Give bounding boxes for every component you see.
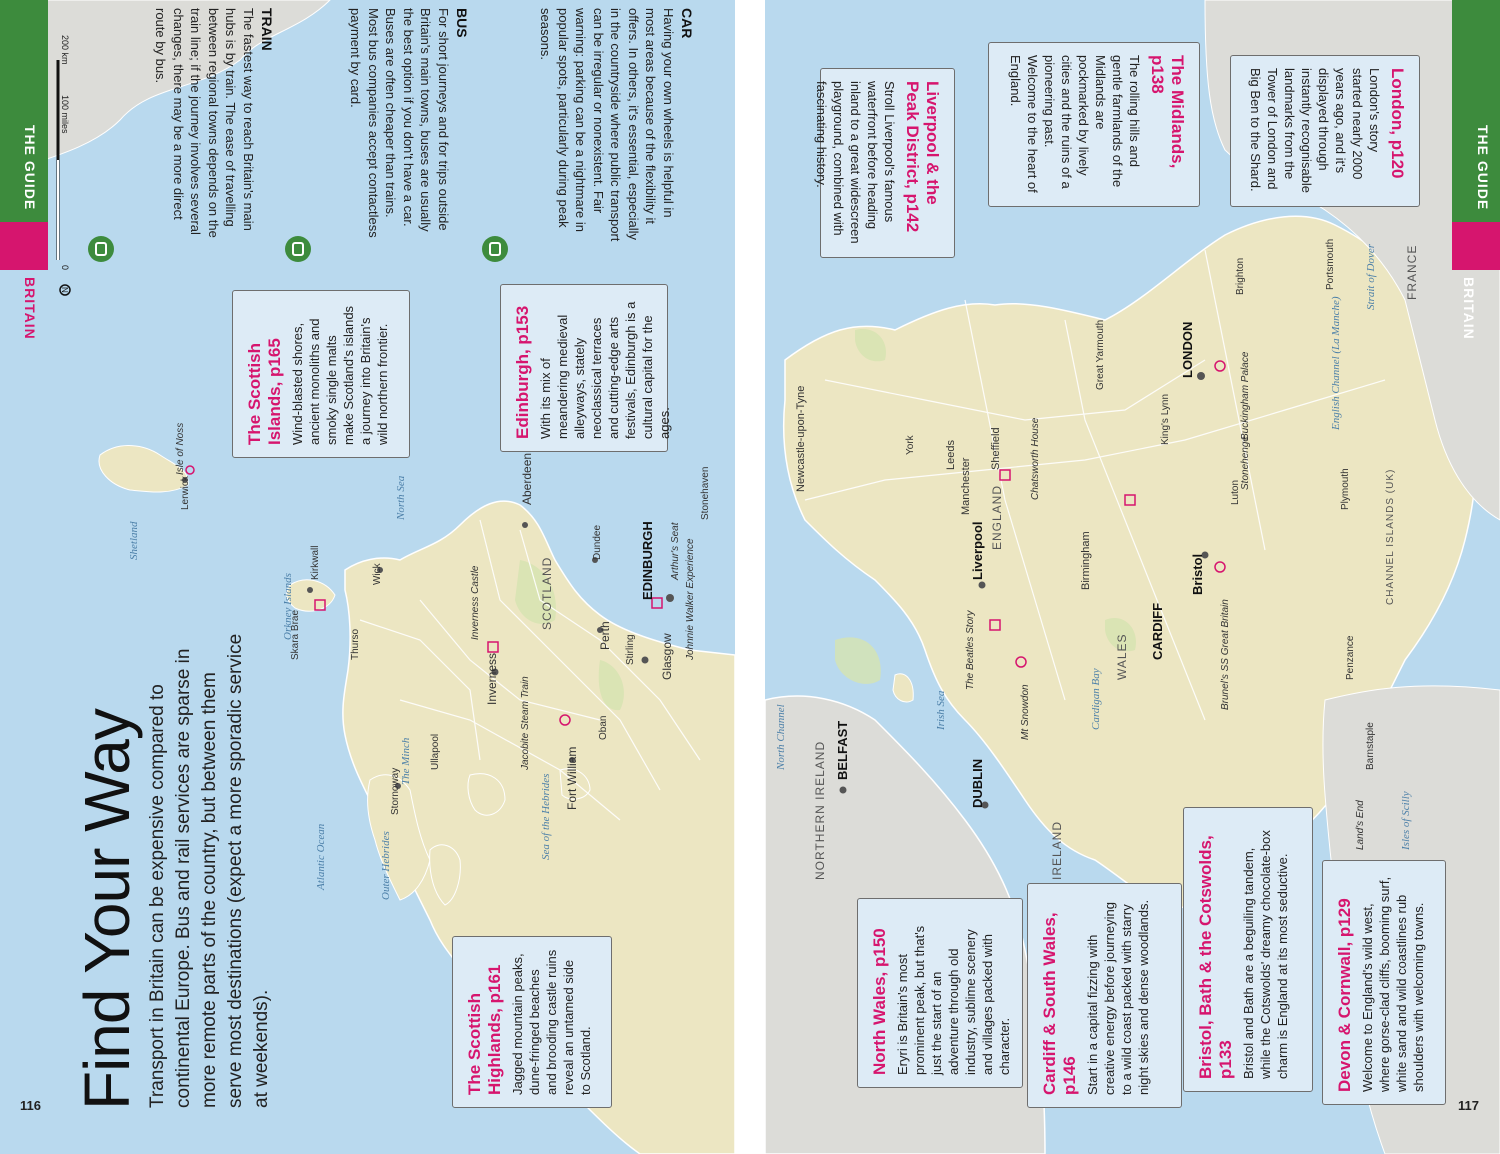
map-label-northern-ireland: NORTHERN IRELAND (813, 740, 827, 880)
callout-edinburgh[interactable] (500, 284, 672, 452)
mode-bus (347, 8, 470, 248)
mode-bus-text: For short journeys and for trips outside Britain's main towns, buses are usually the best option if you don't have a car. Buses are often cheaper than trains. Most bus companies accept contactless payment by card. (348, 8, 451, 238)
callout-liverpool-peak[interactable] (814, 68, 955, 258)
map-label-skara-brae: Skara Brae (290, 609, 301, 660)
map-label-ss-great-britain: Brunel's SS Great Britain (1220, 599, 1231, 710)
map-label-perth: Perth (598, 621, 612, 650)
map-label-north-channel: North Channel (775, 704, 787, 770)
map-label-outer-hebrides: Outer Hebrides (380, 831, 392, 900)
callout-midlands[interactable] (988, 42, 1200, 207)
map-label-north-sea: North Sea (395, 475, 407, 520)
map-label-dublin: DUBLIN (970, 758, 985, 808)
map-label-jacobite: Jacobite Steam Train (520, 676, 531, 770)
callout-title: North Wales, p150 (870, 928, 889, 1075)
mode-train-heading: TRAIN (259, 8, 275, 51)
car-icon (482, 236, 508, 262)
map-label-plymouth: Penzance (1345, 635, 1356, 680)
map-label-york: York (905, 435, 916, 455)
map-label-liverpool: Liverpool (970, 521, 985, 580)
map-label-thurso: Thurso (350, 628, 361, 660)
map-label-channel-islands: CHANNEL ISLANDS (UK) (1385, 468, 1396, 605)
mode-car-heading: CAR (679, 8, 695, 39)
callout-text: Jagged mountain peaks, dune-fringed beaches and brooding castle ruins reveal an untamed side to Scotland. (510, 949, 593, 1095)
callout-text: Bristol and Bath are a beguiling tandem, while the Cotswolds' dreamy chocolate-box charm is England at its most seductive. (1241, 830, 1290, 1079)
map-label-cardiff: CARDIFF (1150, 602, 1165, 660)
callout-text: Welcome to England's wild west, where gorse-clad cliffs, booming surf, white sand and wild coastlines rub shoulders with welcoming towns. (1360, 876, 1426, 1092)
callout-text: The rolling hills and gentle farmlands of the Midlands are pockmarked by lively cities and the ruins of a pioneering past. Welcome to the heart of England. (1008, 55, 1142, 193)
callout-title: Devon & Cornwall, p129 (1335, 898, 1354, 1092)
map-label-shetland: Shetland (128, 521, 140, 560)
map-label-sheffield: Sheffield (990, 427, 1002, 470)
map-label-penzance: Barnstaple (1365, 722, 1376, 770)
guide-tab-label: THE GUIDE (22, 125, 38, 211)
map-label-wales: WALES (1115, 633, 1129, 680)
map-label-lands-end: Land's End (1355, 800, 1366, 850)
callout-north-wales[interactable] (857, 898, 1023, 1088)
svg-text:N: N (60, 287, 69, 293)
map-label-sea-of-hebrides: Sea of the Hebrides (540, 773, 552, 860)
train-icon (88, 236, 114, 262)
map-label-isles-of-scilly: Isles of Scilly (1400, 791, 1412, 850)
callout-text: With its mix of meandering medieval alleyways, stately neoclassical terraces and cutting-edge arts festivals, Edinburgh is a cultural capital for the ages. (538, 301, 672, 439)
map-label-scotland: SCOTLAND (540, 556, 554, 630)
mode-train (152, 8, 275, 248)
map-label-cambridge: Great Yarmouth (1095, 319, 1106, 390)
map-label-brighton: Portsmouth (1325, 238, 1336, 290)
map-label-berwick: Stonehaven (700, 466, 711, 520)
map-label-england: ENGLAND (990, 484, 1004, 550)
mode-car-text: Having your own wheels is helpful in most areas because of the flexibility it offers. In others, it's essential, especially in the countryside where public transport can be irregular or nonexistent. Fair warning: parking can be a nightmare in popular spots, particularly during peak seasons. (538, 8, 676, 242)
map-label-inverness: Inverness (485, 652, 499, 705)
map-label-stornoway: Stornoway (390, 767, 401, 815)
map-label-glasgow: Glasgow (660, 633, 674, 680)
map-label-london: LONDON (1180, 321, 1195, 378)
map-label-arthurs-seat: Arthur's Seat (670, 522, 681, 580)
callout-title: Bristol, Bath & the Cotswolds, p133 (1196, 835, 1235, 1079)
section-tab-marker (1452, 222, 1500, 270)
map-label-dover: Brighton (1235, 257, 1246, 295)
map-label-bristol: Bristol (1190, 553, 1205, 595)
map-label-dundee: Dundee (592, 524, 603, 560)
map-label-fort-william: Fort William (565, 746, 579, 810)
map-label-english-channel: English Channel (La Manche) (1330, 296, 1342, 430)
map-label-lerwick: Lerwick (180, 476, 191, 510)
map-label-leeds: Leeds (945, 440, 957, 470)
map-label-irish-sea: Irish Sea (935, 690, 947, 730)
map-label-france: FRANCE (1405, 244, 1419, 300)
callout-text: Eryri is Britain's most prominent peak, but that's just the start of an adventure through old industry, sublime scenery and villages packed with character. (895, 925, 1012, 1075)
callout-text: Start in a capital fizzing with creative energy before journeying to a wild coast packed with starry night skies and dense woodlands. (1085, 899, 1151, 1095)
map-label-isle-of-noss: Isle of Noss (175, 422, 186, 475)
map-label-belfast: BELFAST (835, 720, 850, 780)
map-label-cardigan-bay: Cardigan Bay (1090, 668, 1102, 730)
mode-car (537, 8, 695, 248)
section-tab-marker (0, 222, 48, 270)
callout-text: London's story started nearly 2000 years ago, and it's displayed through instantly recognisable landmarks from the Tower of London and Big Ben to the Shard. (1248, 68, 1382, 194)
map-label-inverness-castle: Inverness Castle (470, 565, 481, 640)
callout-text: Wind-blasted shores, ancient monoliths and smoky single malts make Scotland's islands a journey into Britain's wild northern frontier. (290, 305, 390, 445)
guide-tab-label: THE GUIDE (1475, 125, 1491, 211)
scale-miles-label: 100 miles (60, 95, 70, 134)
page-number-right: 117 (1458, 1098, 1479, 1113)
callout-london[interactable] (1230, 55, 1420, 207)
callout-scottish-highlands[interactable] (452, 936, 612, 1108)
map-label-stonehenge: Stonehenge (1240, 436, 1251, 490)
callout-title: The Scottish Islands, p165 (245, 338, 284, 445)
page-title: Find Your Way (71, 709, 143, 1110)
map-label-manchester: Manchester (960, 457, 972, 515)
map-label-kirkwall: Kirkwall (310, 545, 321, 580)
map-label-ullapool: Ullapool (430, 733, 441, 770)
callout-title: London, p120 (1388, 68, 1407, 179)
map-label-bath: Luton (1230, 479, 1241, 505)
map-label-edinburgh: EDINBURGH (640, 521, 655, 600)
map-label-wick: Wick (372, 563, 383, 585)
left-page (0, 0, 735, 1154)
map-label-birmingham: Birmingham (1080, 531, 1092, 590)
callout-title: Edinburgh, p153 (513, 305, 532, 439)
page-number-left: 116 (20, 1098, 41, 1113)
map-label-johnnie-walker: Johnnie Walker Experience (685, 538, 696, 660)
page-gutter (735, 0, 765, 1154)
callout-title: Liverpool & the Peak District, p142 (903, 81, 942, 233)
map-label-beatles-story: The Beatles Story (965, 610, 976, 690)
callout-devon-cornwall[interactable] (1322, 860, 1446, 1105)
callout-bristol-bath[interactable] (1183, 807, 1313, 1092)
section-label: BRITAIN (22, 277, 38, 340)
callout-cardiff[interactable] (1027, 883, 1182, 1108)
map-label-oxford: King's Lynn (1160, 393, 1171, 445)
scale-km-label: 200 km (60, 35, 70, 65)
mode-bus-heading: BUS (454, 8, 470, 38)
map-label-ireland: IRELAND (1050, 820, 1064, 880)
right-page (765, 0, 1500, 1154)
map-label-chatsworth: Chatsworth House (1030, 417, 1041, 500)
map-label-newcastle: Newcastle-upon-Tyne (795, 385, 807, 492)
map-label-orkney: Orkney Islands (282, 573, 294, 640)
section-label: BRITAIN (1461, 277, 1477, 340)
map-label-mt-snowdon: Mt Snowdon (1020, 684, 1031, 740)
callout-text: Stroll Liverpool's famous waterfront before heading inland to a great widescreen playground, combined with fascinating history. (814, 81, 897, 244)
scale-zero-label: 0 (60, 265, 70, 271)
callout-title: The Midlands, p138 (1148, 55, 1187, 169)
compass-north-icon (60, 284, 72, 296)
map-label-oban: Oban (598, 715, 609, 740)
map-label-atlantic: Atlantic Ocean (315, 823, 327, 890)
callout-title: The Scottish Highlands, p161 (465, 964, 504, 1095)
callout-scottish-islands[interactable] (232, 290, 410, 458)
map-label-buckingham: Buckingham Palace (1240, 351, 1251, 440)
callout-title: Cardiff & South Wales, p146 (1040, 912, 1079, 1095)
map-label-stirling: Stirling (625, 634, 636, 665)
map-label-exeter: Plymouth (1340, 468, 1351, 510)
intro-paragraph: Transport in Britain can be expensive compared to continental Europe. Bus and rail services are sparse in more remote parts of the country, but between them serve most destinations (expect a more sporadic service at weekends). (147, 633, 272, 1108)
bus-icon (285, 236, 311, 262)
map-label-strait-of-dover: Strait of Dover (1365, 244, 1377, 310)
mode-train-text: The fastest way to reach Britain's main hubs is by train. The ease of travelling between regional towns depends on the train line; if the journey involves several changes, there may be a more direct route by bus. (153, 8, 256, 238)
map-label-minch: The Minch (400, 737, 412, 785)
map-label-aberdeen: Aberdeen (520, 452, 534, 505)
